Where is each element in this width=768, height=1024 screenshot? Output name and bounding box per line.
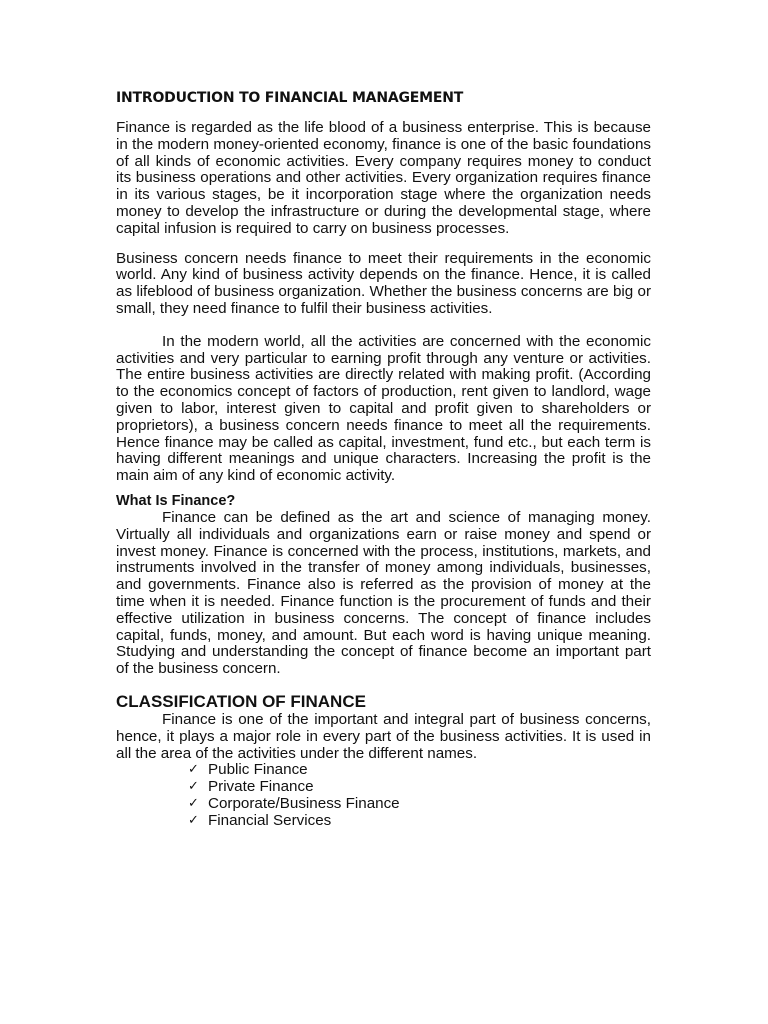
what-is-finance-paragraph: Finance can be defined as the art and science of managing money. Virtually all individuals and organizations earn or raise money and spend or invest money. Finance is concerned with the process, institutions, markets, and instruments involved in the transfer of money among individuals, businesses, and governments. Finance also is referred as the provision of money at the time when it is needed. Finance function is the procurement of funds and their effective utilization in business concerns. The concept of finance includes capital, funds, money, and amount. But each word is having unique meaning. Studying and understanding the concept of finance become an important part of the business concern.	[116, 508, 651, 678]
list-item-label: Private Finance	[208, 778, 314, 796]
finance-type-list	[116, 762, 651, 829]
list-item-label: Corporate/Business Finance	[208, 794, 400, 812]
classification-paragraph: Finance is one of the important and integral part of business concerns, hence, it plays a major role in every part of the business activities. It is used in all the area of the activities under the different names.	[116, 710, 651, 762]
classification-heading: CLASSIFICATION OF FINANCE	[116, 691, 366, 711]
intro-paragraph-1: Finance is regarded as the life blood of a business enterprise. This is because in the modern money-oriented economy, finance is one of the basic foundations of all kinds of economic activities. Every company requires money to conduct its business operations and other activities. Every organization requires finance in its various stages, be it incorporation stage where the organization needs money to develop the infrastructure or during the developmental stage, where capital infusion is required to carry on business processes.	[116, 119, 651, 237]
page-title: INTRODUCTION TO FINANCIAL MANAGEMENT	[116, 90, 464, 106]
document-page	[116, 88, 651, 829]
intro-paragraph-2: Business concern needs finance to meet their requirements in the economic world. Any kind of business activity depends on the finance. Hence, it is called as lifeblood of business organization. Whether the business concerns are big or small, they need finance to fulfil their business activities.	[116, 249, 651, 317]
list-item	[188, 779, 651, 796]
checkmark-icon: ✓	[188, 779, 199, 795]
intro-paragraph-3: In the modern world, all the activities are concerned with the economic activities and very particular to earning profit through any venture or activities. The entire business activities are directly related with making profit. (According to the economics concept of factors of production, rent given to landlord, wage given to labor, interest given to capital and profit given to shareholders or proprietors), a business concern needs finance to meet all the requirements. Hence finance may be called as capital, investment, fund etc., but each term is having different meanings and unique characters. Increasing the profit is the main aim of any kind of economic activity.	[116, 332, 651, 485]
checkmark-icon: ✓	[188, 795, 199, 811]
list-item-label: Public Finance	[208, 761, 308, 779]
list-item	[188, 762, 651, 779]
what-is-finance-heading: What Is Finance?	[116, 492, 236, 509]
list-item	[188, 796, 651, 813]
list-item	[188, 813, 651, 830]
checkmark-icon: ✓	[188, 762, 199, 778]
checkmark-icon: ✓	[188, 812, 199, 828]
list-item-label: Financial Services	[208, 811, 332, 829]
